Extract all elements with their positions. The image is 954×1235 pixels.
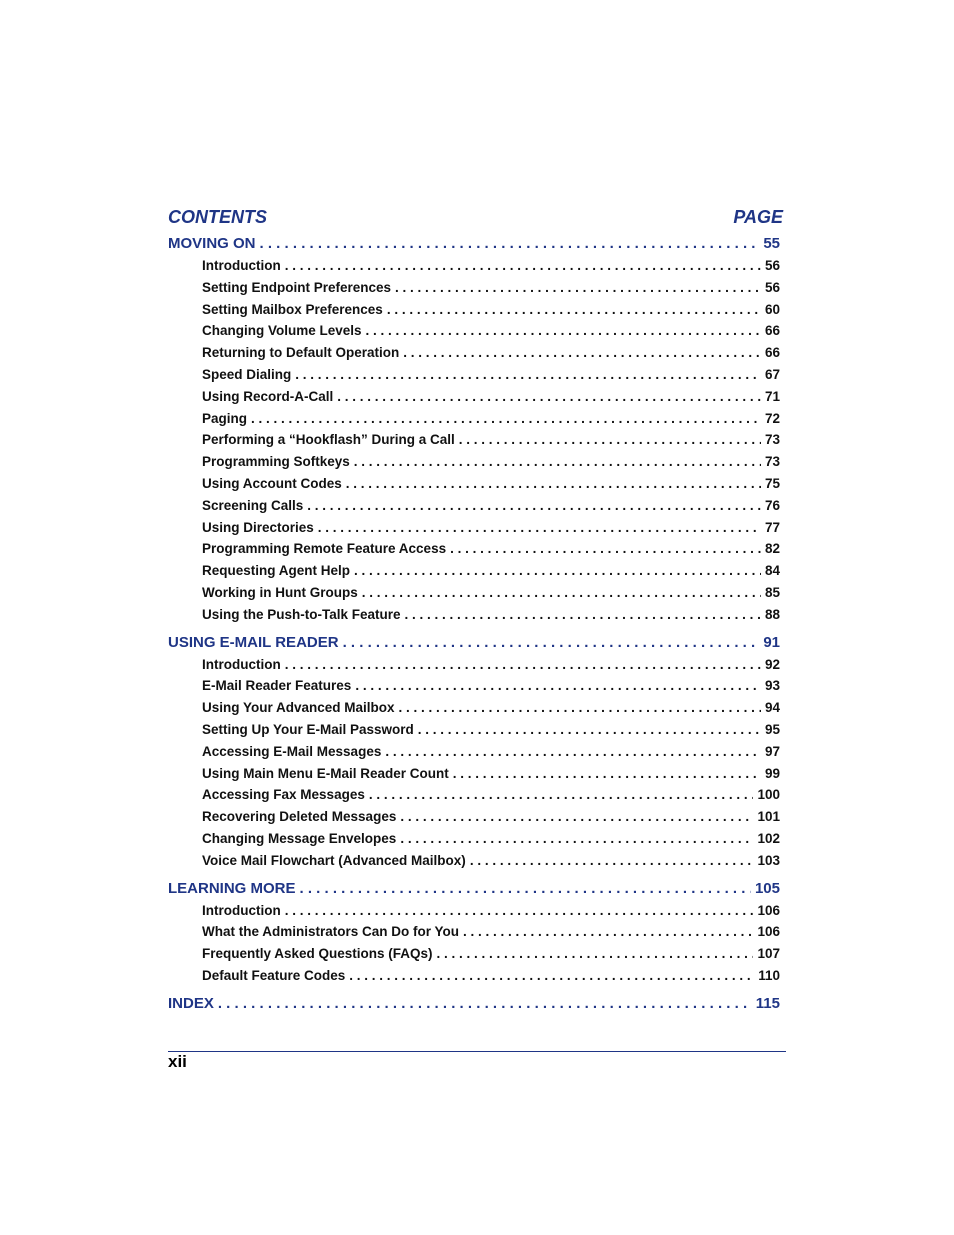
entry-title: Voice Mail Flowchart (Advanced Mailbox) [202, 852, 466, 868]
toc-section [168, 233, 780, 626]
entry-title: E-Mail Reader Features [202, 678, 352, 694]
dot-leader [450, 538, 761, 560]
dot-leader [260, 233, 760, 255]
entry-title: Recovering Deleted Messages [202, 809, 397, 825]
dot-leader [387, 299, 761, 321]
dot-leader [346, 473, 761, 495]
entry-title: Requesting Agent Help [202, 563, 351, 579]
toc-subentry[interactable] [202, 900, 780, 922]
entry-page-number: 66 [764, 345, 780, 361]
toc-subentry[interactable] [202, 806, 780, 828]
toc-subentry[interactable] [202, 850, 780, 872]
entry-title: Programming Remote Feature Access [202, 541, 447, 557]
toc-subentry[interactable] [202, 784, 780, 806]
entry-page-number: 106 [757, 924, 780, 940]
dot-leader [355, 675, 761, 697]
entry-title: Using Record-A-Call [202, 388, 334, 404]
entry-page-number: 84 [764, 563, 780, 579]
toc-subentry[interactable] [202, 451, 780, 473]
toc-subentry[interactable] [202, 763, 780, 785]
entry-page-number: 60 [764, 301, 780, 317]
toc-subentry[interactable] [202, 828, 780, 850]
entry-page-number: 101 [757, 809, 780, 825]
dot-leader [285, 255, 761, 277]
entry-title: Speed Dialing [202, 366, 292, 382]
dot-leader [403, 342, 761, 364]
entry-page-number: 95 [764, 721, 780, 737]
entry-page-number: 73 [764, 454, 780, 470]
toc-subentry[interactable] [202, 560, 780, 582]
toc-subentry[interactable] [202, 921, 780, 943]
entry-title: Using Main Menu E-Mail Reader Count [202, 765, 449, 781]
entry-page-number: 73 [764, 432, 780, 448]
toc-subentry[interactable] [202, 719, 780, 741]
footer-rule [168, 1051, 786, 1052]
dot-leader [395, 277, 761, 299]
entry-page-number: 55 [763, 235, 780, 252]
dot-leader [307, 495, 761, 517]
entry-page-number: 77 [764, 519, 780, 535]
toc-section [168, 632, 780, 872]
entry-page-number: 88 [764, 606, 780, 622]
entry-title: Introduction [202, 656, 281, 672]
dot-leader [405, 604, 761, 626]
dot-leader [369, 784, 754, 806]
entry-title: Programming Softkeys [202, 454, 350, 470]
dot-leader [437, 943, 754, 965]
dot-leader [470, 850, 754, 872]
entry-title: LEARNING MORE [168, 879, 296, 897]
toc-subentry[interactable] [202, 675, 780, 697]
entry-page-number: 71 [764, 388, 780, 404]
entry-page-number: 106 [757, 902, 780, 918]
entry-title: Changing Message Envelopes [202, 830, 397, 846]
dot-leader [459, 429, 761, 451]
dot-leader [400, 828, 753, 850]
entry-page-number: 72 [764, 410, 780, 426]
entry-title: Setting Endpoint Preferences [202, 279, 392, 295]
entry-title: USING E-MAIL READER [168, 633, 339, 651]
entry-page-number: 94 [764, 700, 780, 716]
entry-title: Working in Hunt Groups [202, 584, 358, 600]
entry-page-number: 103 [757, 852, 780, 868]
dot-leader [354, 560, 761, 582]
toc-subentry[interactable] [202, 255, 780, 277]
contents-heading: CONTENTS [168, 206, 267, 227]
entry-page-number: 102 [757, 830, 780, 846]
dot-leader [453, 763, 761, 785]
entry-page-number: 67 [764, 366, 780, 382]
entry-title: What the Administrators Can Do for You [202, 924, 460, 940]
entry-title: Performing a “Hookflash” During a Call [202, 432, 455, 448]
toc-section [168, 878, 780, 987]
dot-leader [354, 451, 761, 473]
entry-page-number: 92 [764, 656, 780, 672]
entry-title: Changing Volume Levels [202, 323, 362, 339]
toc-section [168, 993, 780, 1015]
toc-subentry[interactable] [202, 517, 780, 539]
entry-page-number: 85 [764, 584, 780, 600]
toc-subentry[interactable] [202, 582, 780, 604]
toc-subentry[interactable] [202, 342, 780, 364]
dot-leader [218, 993, 752, 1015]
entry-title: Using Directories [202, 519, 314, 535]
entry-title: Setting Mailbox Preferences [202, 301, 383, 317]
entry-page-number: 76 [764, 497, 780, 513]
entry-title: Paging [202, 410, 248, 426]
entry-page-number: 75 [764, 475, 780, 491]
toc-subentry[interactable] [202, 654, 780, 676]
toc-subentry[interactable] [202, 364, 780, 386]
entry-page-number: 66 [764, 323, 780, 339]
dot-leader [400, 806, 753, 828]
toc-subentry[interactable] [202, 538, 780, 560]
toc-chapter-entry[interactable] [168, 993, 780, 1015]
entry-page-number: 93 [764, 678, 780, 694]
dot-leader [349, 965, 754, 987]
dot-leader [337, 386, 761, 408]
dot-leader [463, 921, 753, 943]
page-heading: PAGE [733, 206, 783, 227]
toc-subentry[interactable] [202, 299, 780, 321]
toc-subentry[interactable] [202, 429, 780, 451]
page-number: xii [168, 1052, 187, 1071]
toc-subentry[interactable] [202, 943, 780, 965]
dot-leader [399, 697, 761, 719]
dot-leader [318, 517, 761, 539]
dot-leader [362, 582, 761, 604]
toc-subentry[interactable] [202, 386, 780, 408]
entry-title: MOVING ON [168, 235, 256, 252]
entry-title: Default Feature Codes [202, 967, 346, 983]
entry-page-number: 115 [755, 994, 780, 1012]
entry-title: Frequently Asked Questions (FAQs) [202, 946, 433, 962]
toc-subentry[interactable] [202, 320, 780, 342]
dot-leader [295, 364, 761, 386]
entry-title: Using Your Advanced Mailbox [202, 700, 395, 716]
entry-page-number: 110 [758, 967, 780, 983]
toc-subentry[interactable] [202, 473, 780, 495]
dot-leader [300, 878, 751, 900]
entry-title: Accessing E-Mail Messages [202, 743, 382, 759]
dot-leader [285, 900, 754, 922]
entry-page-number: 105 [754, 879, 780, 897]
entry-page-number: 107 [757, 946, 780, 962]
entry-page-number: 91 [763, 633, 780, 651]
entry-title: Introduction [202, 902, 281, 918]
entry-page-number: 97 [764, 743, 780, 759]
entry-page-number: 99 [764, 765, 780, 781]
toc-subentry[interactable] [202, 604, 780, 626]
dot-leader [343, 632, 760, 654]
entry-page-number: 56 [764, 279, 780, 295]
entry-page-number: 82 [764, 541, 780, 557]
toc-subentry[interactable] [202, 965, 780, 987]
toc-header [168, 204, 783, 230]
dot-leader [251, 408, 761, 430]
entry-title: INDEX [168, 994, 214, 1012]
toc-chapter-entry[interactable] [168, 632, 780, 654]
entry-title: Returning to Default Operation [202, 345, 400, 361]
entry-page-number: 56 [764, 258, 780, 273]
entry-page-number: 100 [757, 787, 780, 803]
dot-leader [385, 741, 761, 763]
entry-title: Screening Calls [202, 497, 304, 513]
dot-leader [366, 320, 761, 342]
dot-leader [285, 654, 761, 676]
entry-title: Using Account Codes [202, 475, 342, 491]
toc-subentry[interactable] [202, 495, 780, 517]
toc-subentry[interactable] [202, 277, 780, 299]
entry-title: Setting Up Your E-Mail Password [202, 721, 414, 737]
toc-subentry[interactable] [202, 697, 780, 719]
entry-title: Using the Push-to-Talk Feature [202, 606, 401, 622]
toc-subentry[interactable] [202, 741, 780, 763]
toc-chapter-entry[interactable] [168, 233, 780, 255]
table-of-contents [168, 233, 780, 1015]
entry-title: Introduction [202, 258, 281, 273]
toc-chapter-entry[interactable] [168, 878, 780, 900]
entry-title: Accessing Fax Messages [202, 787, 365, 803]
toc-subentry[interactable] [202, 408, 780, 430]
dot-leader [418, 719, 761, 741]
